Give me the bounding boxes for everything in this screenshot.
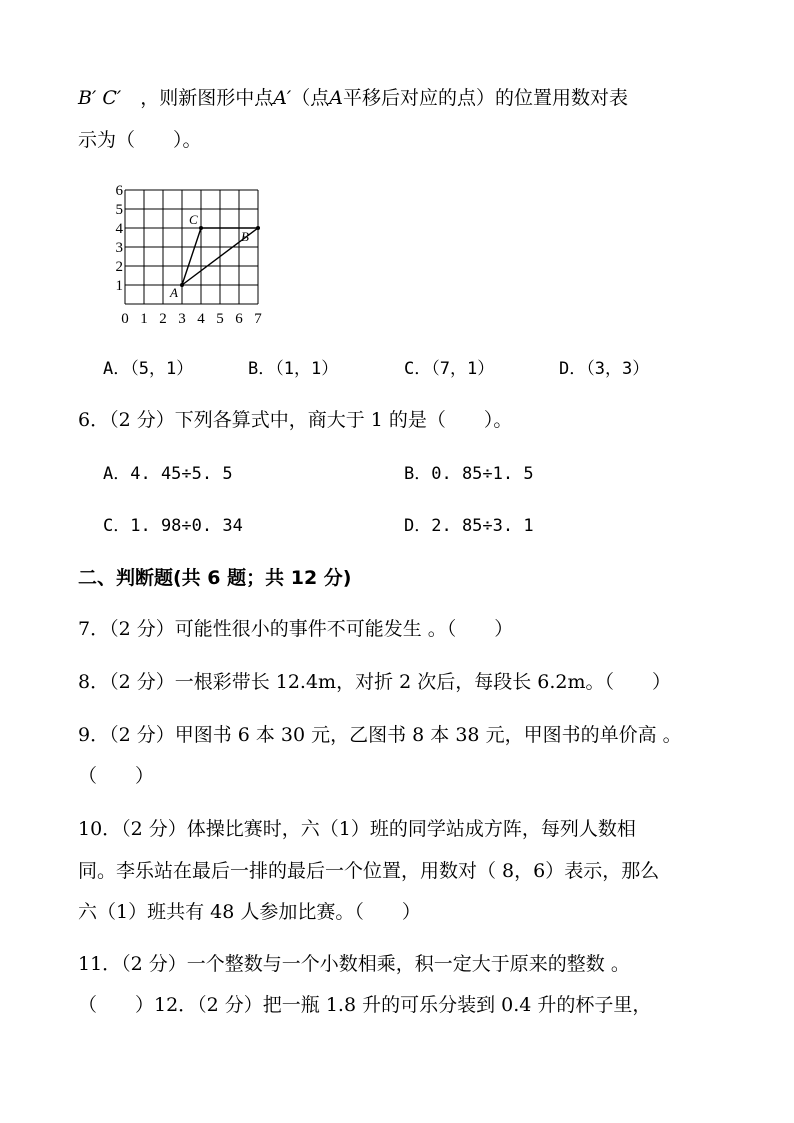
q5-stem-line2: 示为（ ）。 <box>78 129 202 151</box>
q5-option-b[interactable]: B．（1，1） <box>248 359 339 379</box>
point-a-dot <box>180 283 184 287</box>
y-axis-labels <box>116 183 124 294</box>
point-c-label: C <box>189 212 198 227</box>
q7-text: 7．（2 分）可能性很小的事件不可能发生 。（ ） <box>78 618 514 640</box>
x-tick-label: 3 <box>178 311 186 327</box>
x-tick-label: 0 <box>121 311 129 327</box>
y-tick-label: 1 <box>115 278 123 294</box>
y-tick-label: 3 <box>115 240 123 256</box>
y-tick-label: 5 <box>115 202 123 218</box>
q6-option-d[interactable]: D．2. 85÷3. 1 <box>404 516 534 536</box>
x-tick-label: 2 <box>159 311 167 327</box>
q10-line1: 10．（2 分）体操比赛时，六（1）班的同学站成方阵，每列人数相 <box>78 818 636 840</box>
q5-option-c[interactable]: C．（7，1） <box>404 359 495 379</box>
q11-line1: 11．（2 分）一个整数与一个小数相乘，积一定大于原来的整数 。 <box>78 953 630 975</box>
q5-point-a: A <box>329 87 343 109</box>
q5-stem-line1 <box>78 86 628 110</box>
point-a-label: A <box>170 285 178 300</box>
x-tick-label: 4 <box>197 311 205 327</box>
q10-line3: 六（1）班共有 48 人参加比赛。（ ） <box>78 901 421 923</box>
q6-stem: 6．（2 分）下列各算式中，商大于 1 的是（ ）。 <box>78 409 513 431</box>
point-b-label: B <box>241 229 249 244</box>
coordinate-grid-figure <box>110 183 270 331</box>
q9-line2: （ ） <box>78 765 155 787</box>
y-tick-label: 6 <box>115 183 123 199</box>
section-2-heading: 二、判断题(共 6 题；共 12 分) <box>78 567 352 589</box>
x-axis-labels <box>121 311 262 327</box>
q5-option-d[interactable]: D．（3，3） <box>559 359 650 379</box>
q6-option-c[interactable]: C．1. 98÷0. 34 <box>103 516 243 536</box>
q5-option-a[interactable]: A．（5，1） <box>103 359 194 379</box>
q5-points-bc: B′ C′ <box>78 87 122 109</box>
q10-line2: 同。李乐站在最后一排的最后一个位置，用数对（ 8，6）表示，那么 <box>78 860 660 882</box>
y-tick-label: 4 <box>115 221 123 237</box>
x-tick-label: 6 <box>235 311 243 327</box>
x-tick-label: 1 <box>140 311 148 327</box>
point-b-dot <box>256 226 260 230</box>
point-c-dot <box>199 226 203 230</box>
q5-text-b: （点 <box>291 87 330 109</box>
q5-point-a-prime: A′ <box>273 87 292 109</box>
q5-text-a: ，则新图形中点 <box>140 87 274 109</box>
q8-text: 8．（2 分）一根彩带长 12.4m，对折 2 次后，每段长 6.2m。（ ） <box>78 671 672 693</box>
q9-line1: 9．（2 分）甲图书 6 本 30 元，乙图书 8 本 38 元，甲图书的单价高 。 <box>78 724 682 746</box>
grid-lines <box>125 190 258 304</box>
q5-text-c: 平移后对应的点）的位置用数对表 <box>343 87 629 109</box>
q6-option-b[interactable]: B．0. 85÷1. 5 <box>404 464 534 484</box>
x-tick-label: 5 <box>216 311 224 327</box>
x-tick-label: 7 <box>254 311 262 327</box>
q6-option-a[interactable]: A．4. 45÷5. 5 <box>103 464 233 484</box>
y-tick-label: 2 <box>115 259 123 275</box>
q11-line2: （ ）12．（2 分）把一瓶 1.8 升的可乐分装到 0.4 升的杯子里， <box>78 994 652 1016</box>
